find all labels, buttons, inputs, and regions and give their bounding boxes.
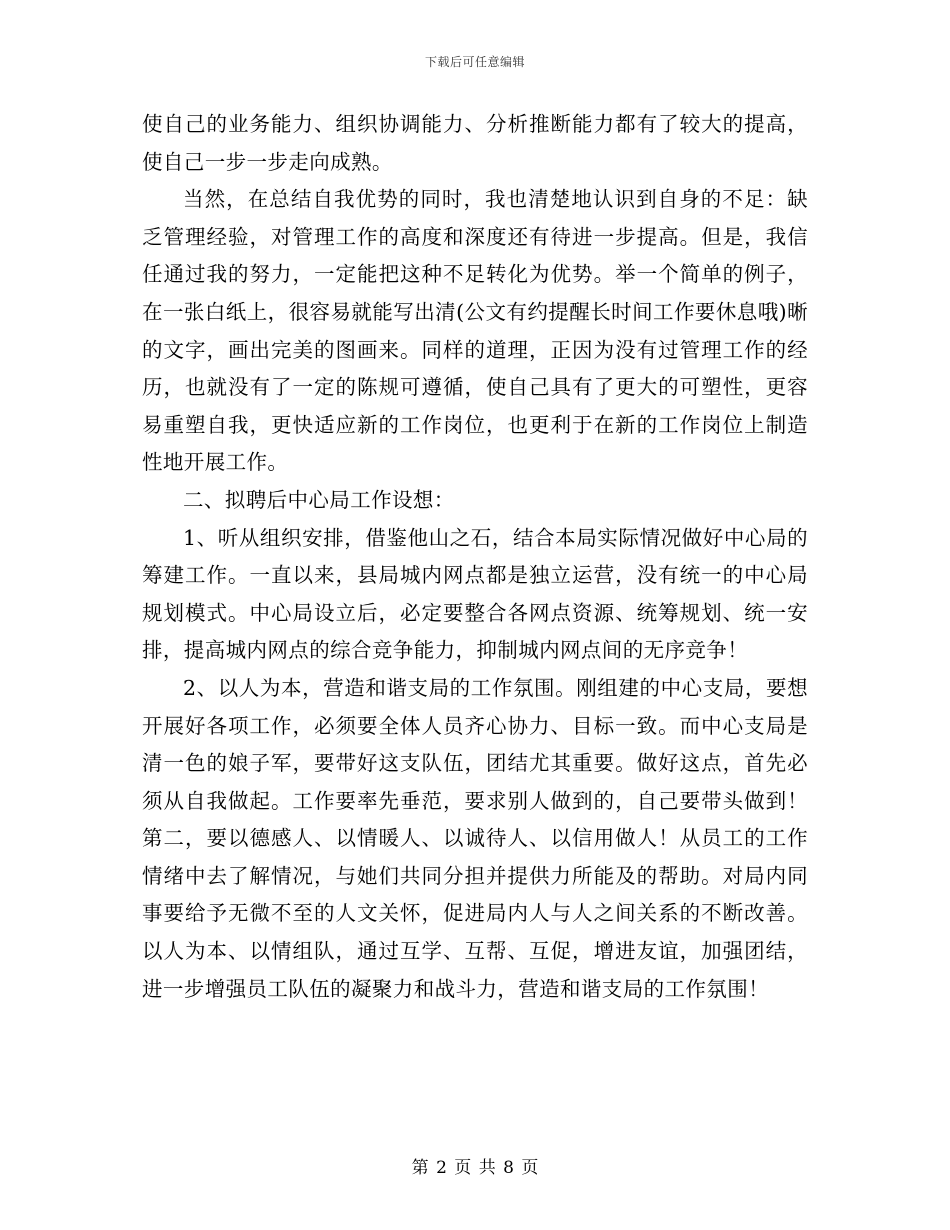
page-number: 第 2 页 共 8 页 [411, 1158, 539, 1178]
section-heading: 二、拟聘后中心局工作设想： [183, 487, 455, 512]
document-body [142, 106, 808, 1008]
page-header: 下载后可任意编辑 [424, 55, 525, 69]
paragraph-continuation: 使自己的业务能力、组织协调能力、分析推断能力都有了较大的提高，使自己一步一步走向成熟。 [142, 112, 808, 174]
paragraph-self-assessment: 当然，在总结自我优势的同时，我也清楚地认识到自身的不足：缺乏管理经验，对管理工作的高度和深度还有待进一步提高。但是，我信任通过我的努力，一定能把这种不足转化为优势。举一个简单的例子，在一张白纸上，很容易就能写出清(公文有约提醒长时间工作要休息哦)晰的文字，画出完美的图画来。同样的道理，正因为没有过管理工作的经历，也就没有了一定的陈规可遵循，使自己具有了更大的可塑性，更容易重塑自我，更快适应新的工作岗位，也更利于在新的工作岗位上制造性地开展工作。 [142, 187, 808, 475]
paragraph-item-2: 2、以人为本，营造和谐支局的工作氛围。刚组建的中心支局，要想开展好各项工作，必须要全体人员齐心协力、目标一致。而中心支局是清一色的娘子军，要带好这支队伍，团结尤其重要。做好这点，首先必须从自我做起。工作要率先垂范，要求别人做到的，自己要带头做到！第二，要以德感人、以情暖人、以诚待人、以信用做人！从员工的工作情绪中去了解情况，与她们共同分担并提供力所能及的帮助。对局内同事要给予无微不至的人文关怀，促进局内人与人之间关系的不断改善。以人为本、以情组队，通过互学、互帮、互促，增进友谊，加强团结，进一步增强员工队伍的凝聚力和战斗力，营造和谐支局的工作氛围！ [142, 675, 808, 1001]
paragraph-item-1: 1、听从组织安排，借鉴他山之石，结合本局实际情况做好中心局的筹建工作。一直以来，县局城内网点都是独立运营，没有统一的中心局规划模式。中心局设立后，必定要整合各网点资源、统筹规划、统一安排，提高城内网点的综合竞争能力，抑制城内网点间的无序竞争！ [142, 525, 808, 663]
